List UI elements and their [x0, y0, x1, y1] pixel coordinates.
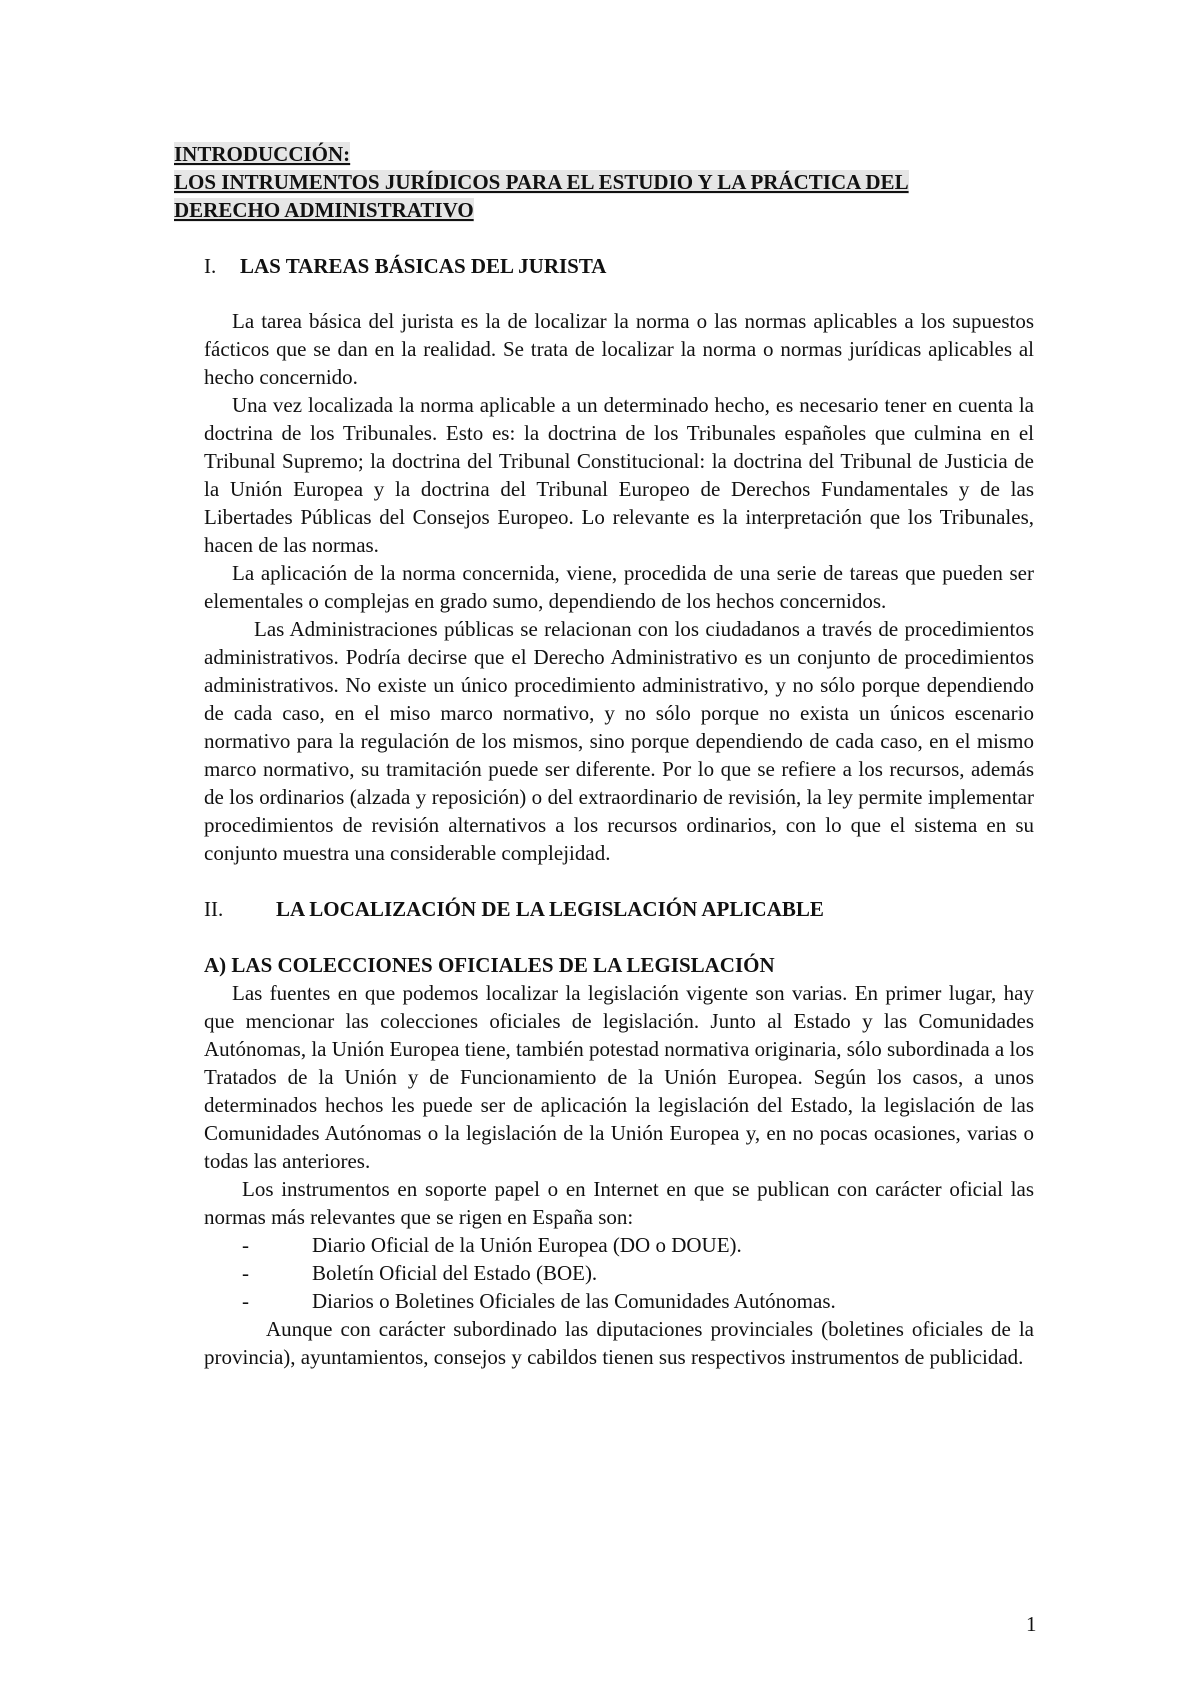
subsection-a-body [174, 979, 1034, 1371]
subsection-a-paragraph-1: Las fuentes en que podemos localizar la legislación vigente son varias. En primer lugar, hay que mencionar las colecciones oficiales de legislación. Junto al Estado y las Comunidades Autónomas, la Unión Europea tiene, también potestad normativa originaria, sólo subordinada a los Tratados de la Unión y de Funcionamiento de la Unión Europea. Según los casos, a unos determinados hechos les puede ser de aplicación la legislación del Estado, la legislación de las Comunidades Autónomas o la legislación de la Unión Europea y, en no pocas ocasiones, varias o todas las anteriores. [204, 981, 1034, 1173]
subsection-a-paragraph-3: Aunque con carácter subordinado las diputaciones provinciales (boletines oficiales de la provincia), ayuntamientos, consejos y cabildos tienen sus respectivos instrumentos de publicidad. [204, 1317, 1034, 1369]
list-dash: - [242, 1289, 249, 1313]
section-1-paragraph-3: La aplicación de la norma concernida, viene, procedida de una serie de tareas que pueden ser elementales o complejas en grado sumo, dependiendo de los hechos concernidos. [204, 561, 1034, 613]
official-journals-list [204, 1231, 1034, 1315]
list-item-text: Diario Oficial de la Unión Europea (DO o DOUE). [312, 1233, 742, 1257]
section-2-number: II. [204, 897, 224, 921]
section-2-title: LA LOCALIZACIÓN DE LA LEGISLACIÓN APLICABLE [276, 897, 824, 921]
list-item [204, 1231, 1034, 1259]
list-item-text: Boletín Oficial del Estado (BOE). [312, 1261, 598, 1285]
document-title [174, 140, 1034, 224]
subsection-a-paragraph-2: Los instrumentos en soporte papel o en Internet en que se publican con carácter oficial las normas más relevantes que se rigen en España son: [204, 1177, 1034, 1229]
title-line-3: DERECHO ADMINISTRATIVO [174, 198, 474, 222]
title-line-2: LOS INTRUMENTOS JURÍDICOS PARA EL ESTUDIO Y LA PRÁCTICA DEL [174, 170, 909, 194]
list-dash: - [242, 1233, 249, 1257]
subsection-a-heading: A) LAS COLECCIONES OFICIALES DE LA LEGISLACIÓN [204, 953, 775, 977]
document-content [174, 140, 1034, 1371]
section-1-title: LAS TAREAS BÁSICAS DEL JURISTA [240, 254, 607, 278]
section-1-body [174, 307, 1034, 867]
section-1-heading [174, 252, 1034, 280]
section-1-paragraph-2: Una vez localizada la norma aplicable a un determinado hecho, es necesario tener en cuenta la doctrina de los Tribunales. Esto es: la doctrina de los Tribunales españoles que culmina en el Tribunal Supremo; la doctrina del Tribunal Constitucional: la doctrina del Tribunal de Justicia de la Unión Europea y la doctrina del Tribunal Europeo de Derechos Fundamentales y de las Libertades Públicas del Consejos Europeo. Lo relevante es la interpretación que los Tribunales, hacen de las normas. [204, 393, 1034, 557]
list-item [204, 1259, 1034, 1287]
section-1-number: I. [204, 254, 217, 278]
section-2-heading [174, 895, 1034, 923]
list-item-text: Diarios o Boletines Oficiales de las Comunidades Autónomas. [312, 1289, 836, 1313]
page-number: 1 [1026, 1612, 1037, 1636]
list-dash: - [242, 1261, 249, 1285]
title-line-1: INTRODUCCIÓN: [174, 142, 351, 166]
section-1-paragraph-4: Las Administraciones públicas se relacionan con los ciudadanos a través de procedimientos administrativos. Podría decirse que el Derecho Administrativo es un conjunto de procedimientos administrativos. No existe un único procedimiento administrativo, y no sólo porque dependiendo de cada caso, en el miso marco normativo, y no sólo porque no exista un únicos escenario normativo para la regulación de los mismos, sino porque dependiendo de cada caso, en el mismo marco normativo, su tramitación puede ser diferente. Por lo que se refiere a los recursos, además de los ordinarios (alzada y reposición) o del extraordinario de revisión, la ley permite implementar procedimientos de revisión alternativos a los recursos ordinarios, con lo que el sistema en su conjunto muestra una considerable complejidad. [204, 617, 1034, 865]
list-item [204, 1287, 1034, 1315]
section-1-paragraph-1: La tarea básica del jurista es la de localizar la norma o las normas aplicables a los supuestos fácticos que se dan en la realidad. Se trata de localizar la norma o normas jurídicas aplicables al hecho concernido. [204, 309, 1034, 389]
